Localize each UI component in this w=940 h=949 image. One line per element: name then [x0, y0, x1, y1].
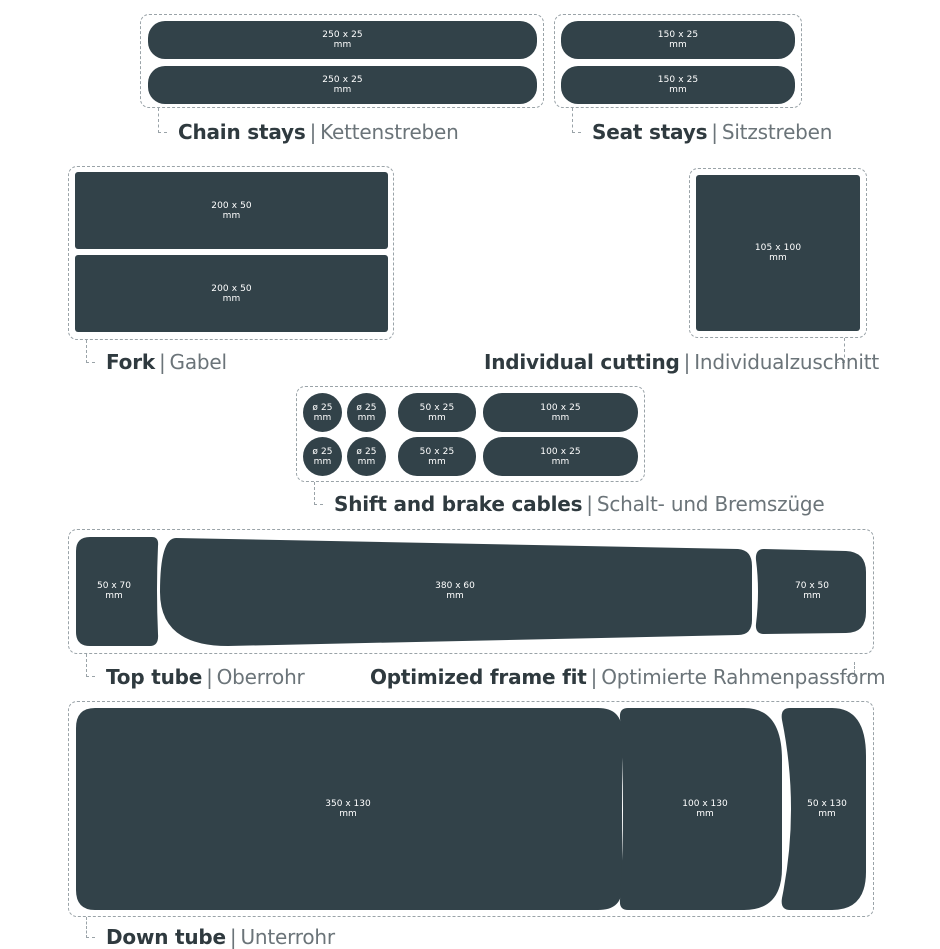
down-tube-large-dim: 350 x 130 mm [325, 799, 371, 819]
cable-short-piece-2: 50 x 25 mm [398, 437, 476, 476]
chain-stay-piece-2: 250 x 25 mm [148, 66, 537, 104]
seat-stay-piece-1: 150 x 25 mm [561, 21, 795, 59]
top-tube-main-dim: 380 x 60 mm [435, 581, 475, 601]
top-tube-left-dim: 50 x 70 mm [97, 581, 131, 601]
individual-cutting-label: Individual cutting | Individualzuschnitt [484, 350, 879, 374]
seat-stays-label: Seat stays | Sitzstreben [592, 120, 833, 144]
individual-cutting-piece: 105 x 100 mm [696, 175, 860, 331]
cable-long-piece-2: 100 x 25 mm [483, 437, 638, 476]
cables-label: Shift and brake cables | Schalt- und Bremszüge [334, 492, 825, 516]
down-tube-connector [86, 917, 95, 938]
down-tube-mid-dim: 100 x 130 mm [682, 799, 728, 819]
top-tube-label: Top tube | Oberrohr [106, 665, 305, 689]
cable-long-piece-1: 100 x 25 mm [483, 393, 638, 432]
cable-round-piece-4: ø 25 mm [347, 437, 386, 476]
fork-piece-2: 200 x 50 mm [75, 255, 388, 332]
cable-round-piece-1: ø 25 mm [303, 393, 342, 432]
chain-stay-piece-1: 250 x 25 mm [148, 21, 537, 59]
down-tube-label: Down tube | Unterrohr [106, 925, 335, 949]
chain-stays-label: Chain stays | Kettenstreben [178, 120, 459, 144]
down-tube-end-dim: 50 x 130 mm [807, 799, 847, 819]
cable-short-piece-1: 50 x 25 mm [398, 393, 476, 432]
cable-round-piece-2: ø 25 mm [347, 393, 386, 432]
fork-piece-1: 200 x 50 mm [75, 172, 388, 249]
top-tube-right-dim: 70 x 50 mm [795, 581, 829, 601]
fork-label: Fork | Gabel [106, 350, 227, 374]
optimized-label: Optimized frame fit | Optimierte Rahmenpassform [370, 665, 886, 689]
cable-round-piece-3: ø 25 mm [303, 437, 342, 476]
seat-stay-piece-2: 150 x 25 mm [561, 66, 795, 104]
